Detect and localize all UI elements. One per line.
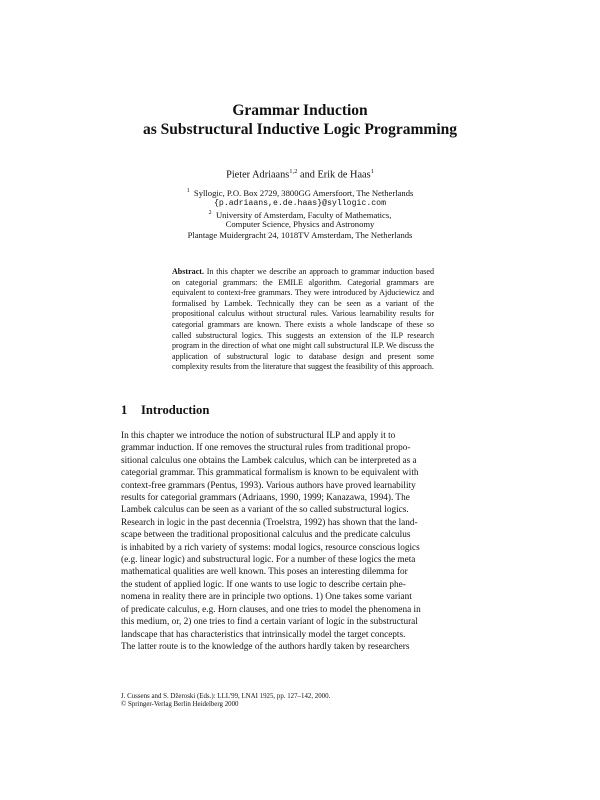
paper-title-line-2: as Substructural Inductive Logic Programming (142, 121, 458, 138)
section-number: 1 (121, 403, 128, 417)
body-line: The latter route is to the knowledge of the authors hardly taken by researchers (121, 641, 410, 652)
body-line: mathematical qualities are well known. This poses an interesting dilemma for (121, 567, 408, 578)
paper-title-line-1: Grammar Induction (232, 102, 368, 119)
affiliation-text: Syllogic, P.O. Box 2729, 3800GG Amersfoort, The Netherlands (193, 187, 414, 198)
abstract (172, 267, 434, 373)
email-text: {p.adriaans,e.de.haas}@syllogic.com (214, 199, 386, 208)
affiliation-2-line-2: Computer Science, Physics and Astronomy (225, 219, 375, 229)
abstract-label: Abstract. (172, 267, 204, 276)
affiliation-marker: 2 (208, 210, 212, 216)
affiliation-2-line-3: Plantage Muidergracht 24, 1018TV Amsterdam, The Netherlands (187, 230, 413, 240)
section-body (121, 430, 484, 653)
author-superscript: 1 (370, 168, 374, 175)
body-line: this medium, or, 2) one tries to find a certain variant of logic in the substructural (121, 617, 418, 628)
body-line: of predicate calculus, e.g. Horn clauses, and one tries to model the phenomena in (121, 604, 421, 615)
body-line: Lambek calculus can be seen as a variant of the so called substructural logics. (121, 505, 409, 516)
footer-line-2: © Springer-Verlag Berlin Heidelberg 2000 (121, 701, 239, 709)
body-line: grammar induction. If one removes the structural rules from traditional propo- (121, 443, 411, 454)
author-name: Pieter Adriaans (226, 169, 290, 181)
body-line: the student of applied logic. If one wants to use logic to describe certain phe- (121, 579, 406, 590)
body-line: scape between the traditional propositional calculus and the predicate calculus (121, 530, 411, 541)
footer-line-1: J. Cussens and S. Džeroski (Eds.): LLL'99, LNAI 1925, pp. 127–142, 2000. (121, 693, 331, 700)
body-line: context-free grammars (Pentus, 1993). Various authors have proved learnability (121, 480, 416, 491)
abstract-text: In this chapter we describe an approach to grammar induction based on categorial grammars: the EMILE algorithm. Categorial grammars are equivalent to context-free grammars. They were introduced by Ajduciewicz and formalised by Lambek. Technically they can be seen as a variant of the propositional calculus without structural rules. Various learnability results for categorial grammars are known. There exists a whole landscape of these so called substructural logics. This suggests an extension of the ILP research program in the direction of what one might call substructural ILP. We discuss the application of substructural logic to database design and present some complexity results from the literature that suggest the feasibility of this approach. (172, 267, 434, 372)
body-line: results for categorial grammars (Adriaans, 1990, 1999; Kanazawa, 1994). The (121, 493, 410, 504)
affiliation-marker: 1 (186, 188, 190, 194)
section-heading (121, 403, 209, 418)
body-line: landscape that has characteristics that intrinsically model the target concepts. (121, 629, 406, 640)
body-line: Research in logic in the past decennia (Troelstra, 1992) has shown that the land- (121, 517, 418, 528)
body-line: In this chapter we introduce the notion of substructural ILP and apply it to (121, 431, 396, 441)
body-line: categorial grammar. This grammatical formalism is known to be equivalent with (121, 468, 419, 479)
body-line: nomena in reality there are in principle two options. 1) One takes some variant (121, 592, 412, 603)
footer-citation (121, 693, 484, 710)
author-line (0, 168, 600, 180)
body-line: (e.g. linear logic) and substructural logic. For a number of these logics the meta (121, 555, 416, 566)
body-line: sitional calculus one obtains the Lambek calculus, which can be interpreted as a (121, 455, 417, 466)
body-line: is inhabited by a rich variety of systems: modal logics, resource conscious logics (121, 542, 420, 553)
affiliation-text: University of Amsterdam, Faculty of Mathematics, (215, 209, 392, 220)
section-title: Introduction (141, 403, 210, 417)
author-name: Erik de Haas (317, 169, 371, 181)
author-conjunction: and (300, 169, 315, 181)
author-superscript: 1,2 (289, 168, 298, 175)
